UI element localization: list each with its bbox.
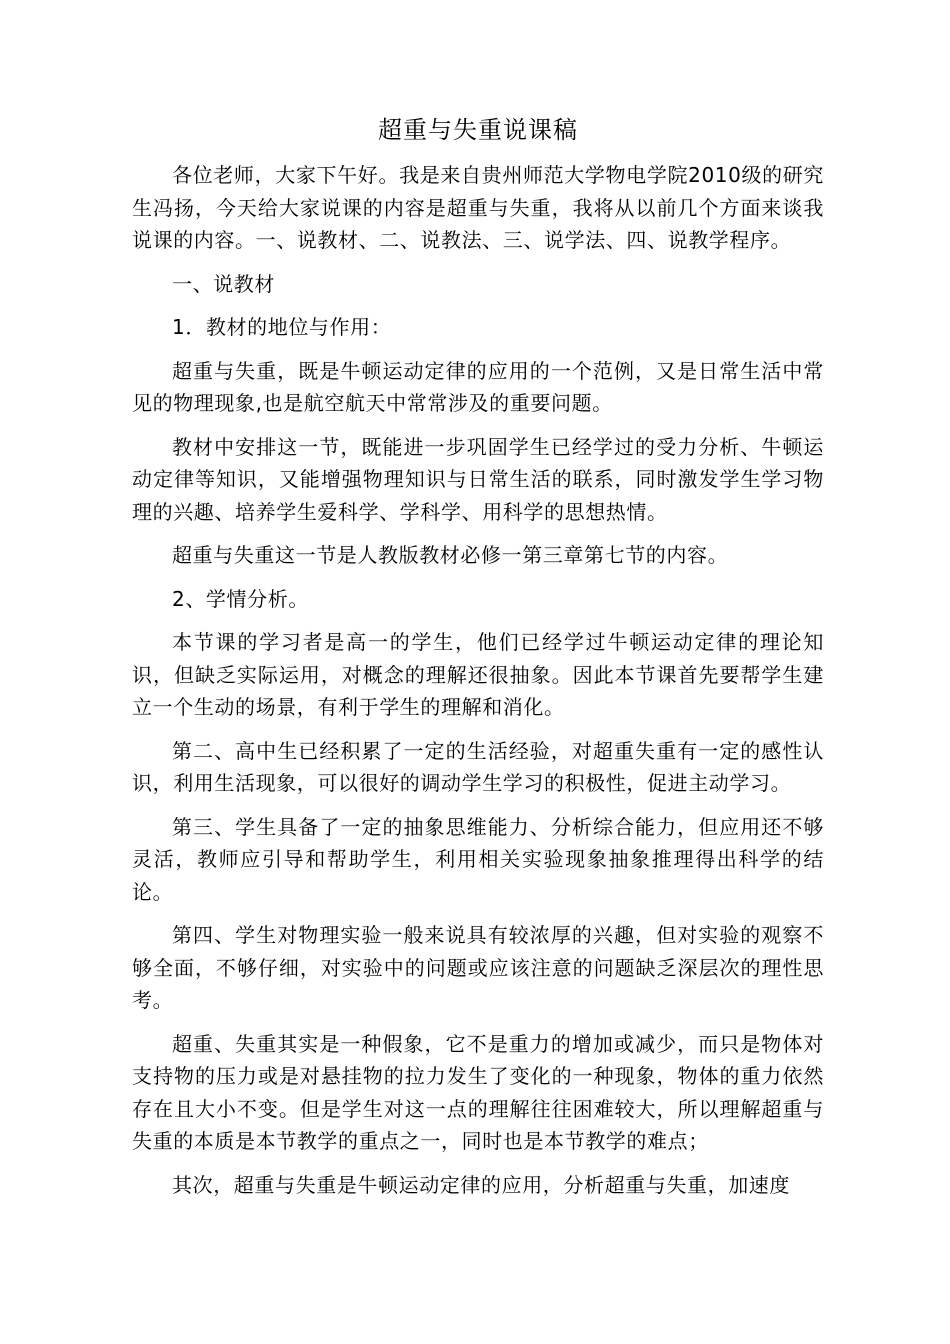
paragraph-intro: 各位老师，大家下午好。我是来自贵州师范大学物电学院2010级的研究生冯扬，今天给大家说课的内容是超重与失重，我将从以前几个方面来谈我说课的内容。一、说教材、二、说教法、三、说学法、四、说教学程序。 (132, 163, 824, 252)
section-heading-textbook: 一、说教材 (172, 271, 275, 296)
paragraph-third: 第三、学生具备了一定的抽象思维能力、分析综合能力，但应用还不够灵活，教师应引导和帮助学生，利用相关实验现象抽象推理得出科学的结论。 (132, 814, 824, 904)
paragraph-second: 第二、高中生已经积累了一定的生活经验，对超重失重有一定的感性认识，利用生活现象，可以很好的调动学生学习的积极性，促进主动学习。 (132, 738, 824, 795)
paragraph-learners: 本节课的学习者是高一的学生，他们已经学过牛顿运动定律的理论知识，但缺乏实际运用，对概念的理解还很抽象。因此本节课首先要帮学生建立一个生动的场景，有利于学生的理解和消化。 (132, 630, 824, 719)
paragraph-next: 其次，超重与失重是牛顿运动定律的应用，分析超重与失重，加速度 (172, 1172, 790, 1197)
document-page (132, 112, 824, 1212)
paragraph-textbook-location: 超重与失重这一节是人教版教材必修一第三章第七节的内容。 (172, 543, 729, 567)
paragraph-fourth: 第四、学生对物理实验一般来说具有较浓厚的兴趣，但对实验的观察不够全面，不够仔细，对实验中的问题或应该注意的问题缺乏深层次的理性思考。 (132, 923, 824, 1012)
paragraph-key-point: 超重、失重其实是一种假象，它不是重力的增加或减少，而只是物体对支持物的压力或是对悬挂物的拉力发生了变化的一种现象，物体的重力依然存在且大小不变。但是学生对这一点的理解往往困难较大，所以理解超重与失重的本质是本节教学的重点之一，同时也是本节教学的难点； (132, 1031, 824, 1153)
paragraph-arrangement: 教材中安排这一节，既能进一步巩固学生已经学过的受力分析、牛顿运动定律等知识，又能增强物理知识与日常生活的联系，同时激发学生学习物理的兴趣、培养学生爱科学、学科学、用科学的思想热情。 (132, 434, 824, 524)
subheading-status-and-role: 1．教材的地位与作用： (172, 315, 392, 339)
paragraph-status: 超重与失重，既是牛顿运动定律的应用的一个范例，又是日常生活中常见的物理现象,也是航空航天中常常涉及的重要问题。 (132, 358, 824, 415)
document-title: 超重与失重说课稿 (378, 116, 578, 144)
subheading-learner-analysis: 2、学情分析。 (172, 586, 309, 611)
